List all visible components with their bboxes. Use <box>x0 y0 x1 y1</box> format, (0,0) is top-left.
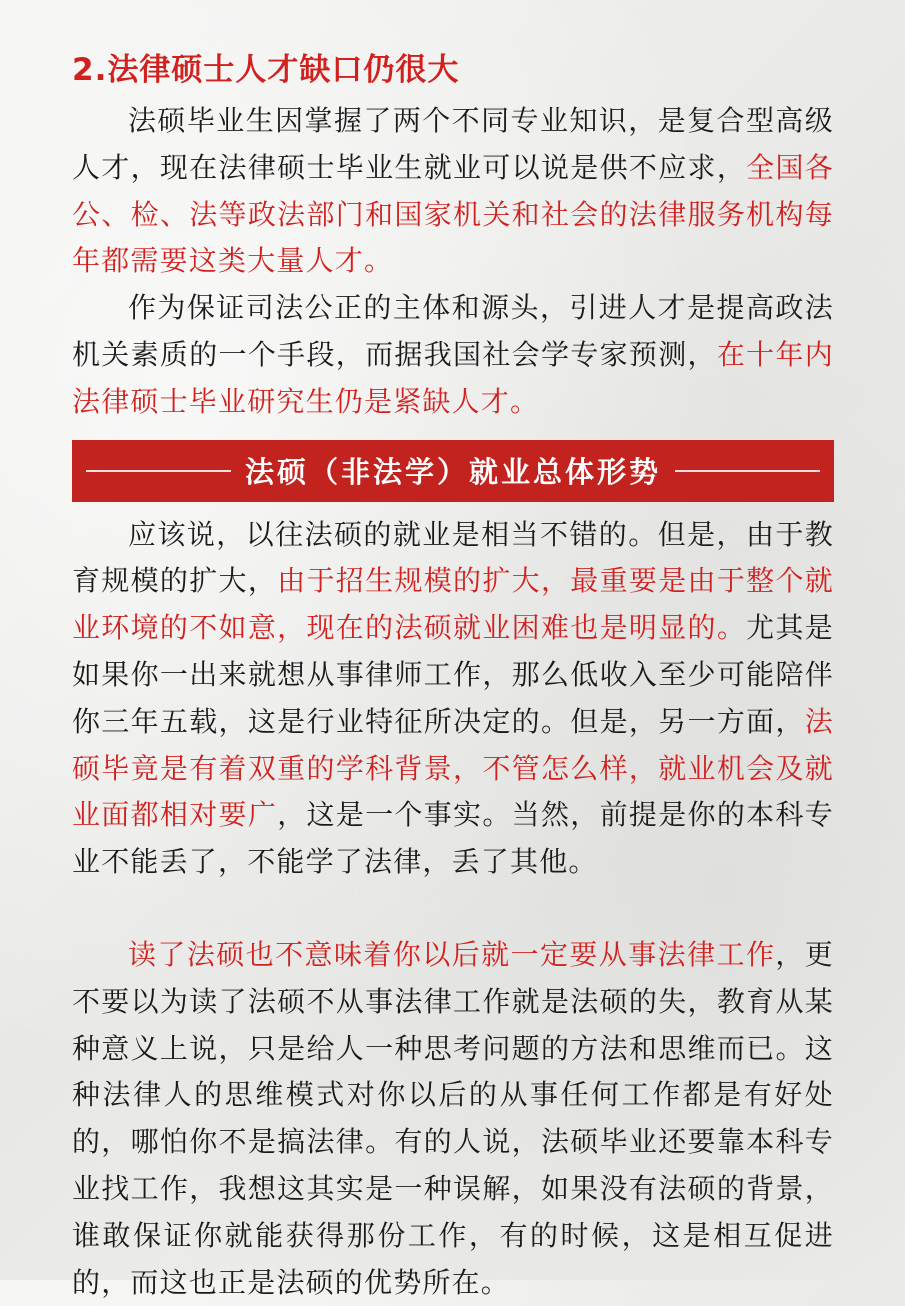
paragraph-text: ，这是一个事实。当然，前提是你的本科专业不能丢了，不能学了法律，丢了其他。 <box>72 798 834 879</box>
paragraph-text: 作为保证司法公正的主体和源头，引进人才是提高政法机关素质的一个手段，而据我国社会学专家预测， <box>72 291 834 371</box>
banner-left-rule <box>86 470 231 472</box>
section-heading: 2.法律硕士人才缺口仍很大 <box>72 52 460 88</box>
spacer <box>72 886 834 932</box>
banner-title: 法硕（非法学）就业总体形势 <box>245 455 662 490</box>
paragraph-text: 应该说，以往法硕的就业是相当不错的。但是，由于教育规模的扩大， <box>72 517 834 598</box>
highlight-text: 由于招生规模的扩大，最重要是由于整个就业环境的不如意，现在的法硕就业困难也是明显的。 <box>72 564 834 645</box>
highlight-text: 在十年内法律硕士毕业研究生仍是紧缺人才。 <box>72 337 834 418</box>
paragraph-employment <box>72 512 834 886</box>
paragraph-text: ，更不要以为读了法硕不从事法律工作就是法硕的失，教育从某种意义上说，只是给人一种思考问题的方法和思维而已。这种法律人的思维模式对你以后的从事任何工作都是有好处的，哪怕你不是搞法律。有的人说，法硕毕业还要靠本科专业找工作，我想这其实是一种误解，如果没有法硕的背景，谁敢保证你就能获得那份工作，有的时候，这是相互促进的，而这也正是法硕的优势所在。 <box>72 937 835 1299</box>
paragraph-text: 法硕毕业生因掌握了两个不同专业知识，是复合型高级人才，现在法律硕士毕业生就业可以说是供不应求， <box>72 104 834 184</box>
banner-right-rule <box>675 470 820 472</box>
paragraph-talent-gap <box>72 98 834 285</box>
highlight-text: 读了法硕也不意味着你以后就一定要从事法律工作 <box>128 937 776 971</box>
highlight-text: 全国各公、检、法等政法部门和国家机关和社会的法律服务机构每年都需要这类大量人才。 <box>72 150 834 278</box>
paragraph-thinking <box>72 932 834 1306</box>
paragraph-text: 尤其是如果你一出来就想从事律师工作，那么低收入至少可能陪伴你三年五载，这是行业特征所决定的。但是，另一方面， <box>72 611 834 738</box>
article <box>72 42 834 1306</box>
section-banner <box>72 440 834 502</box>
paragraph-justice <box>72 285 834 425</box>
highlight-text: 法硕毕竟是有着双重的学科背景，不管怎么样，就业机会及就业面都相对要广 <box>72 704 834 832</box>
